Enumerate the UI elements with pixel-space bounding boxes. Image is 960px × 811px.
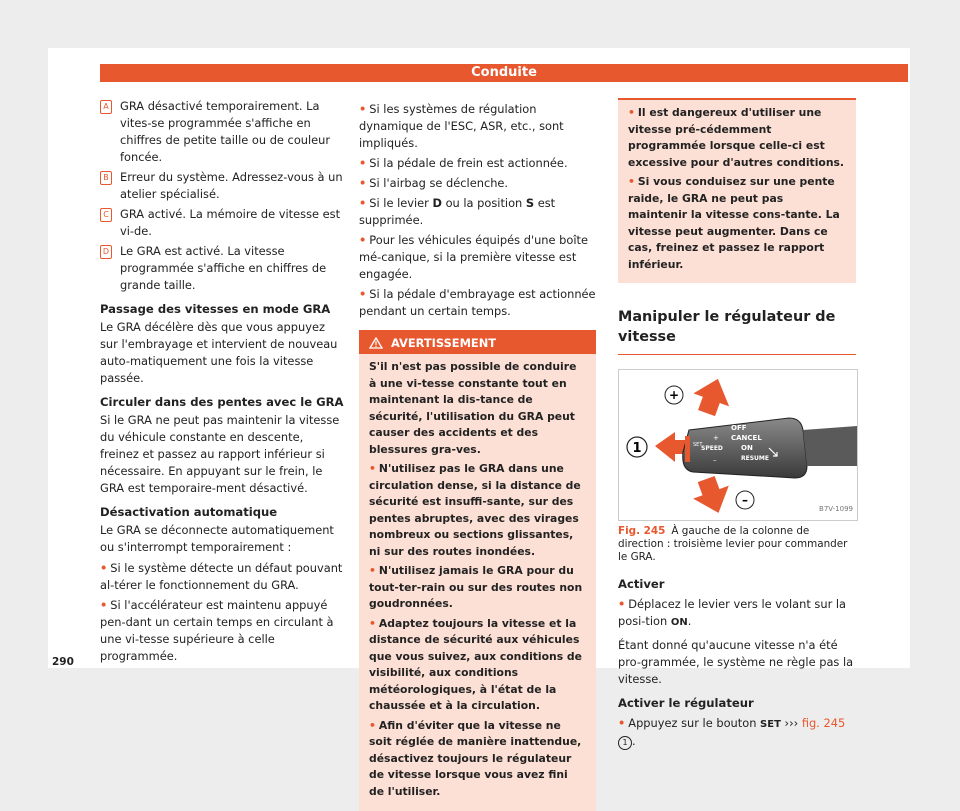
bullet-icon: • <box>359 233 367 247</box>
minus-label: – <box>742 493 748 507</box>
callout-ref: 1 <box>618 736 632 750</box>
lever-label-minus: – <box>713 456 717 464</box>
legend-item-b <box>100 169 345 203</box>
list-item: • Si la pédale d'embrayage est actionnée pendant un certain temps. <box>359 287 596 318</box>
lever-label-on: ON <box>741 444 753 452</box>
bullet-icon: • <box>359 196 367 210</box>
bullet-icon: • <box>100 598 108 612</box>
chapter-header: Conduite <box>100 64 908 82</box>
list-item: • Appuyez sur le bouton SET ››› fig. 245 1 . <box>618 716 846 748</box>
lever-label-off: OFF <box>731 424 747 432</box>
warning-title: AVERTISSEMENT <box>391 336 497 350</box>
key-on: ON <box>670 617 688 628</box>
lever-label-plus: + <box>713 434 719 442</box>
arrow-up-icon <box>689 373 737 420</box>
paragraph-activer: Étant donné qu'aucune vitesse n'a été pro-grammée, le système ne règle pas la vitesse. <box>618 638 854 686</box>
arrow-down-icon <box>688 473 736 520</box>
list-item: • Si vous conduisez sur une pente raide, le GRA ne peut pas maintenir la vitesse cons-tante. La vitesse peut augmenter. Dans ce cas, freinez et passez le rapport inférieur. <box>628 175 840 271</box>
list-item: • Si le levier D ou la position S est supprimée. <box>359 196 556 227</box>
list-item: • Si l'airbag se déclenche. <box>359 176 509 190</box>
heading-activer: Activer <box>618 577 665 591</box>
legend-key: A <box>100 100 112 114</box>
legend-text: Erreur du système. Adressez-vous à un atelier spécialisé. <box>120 170 343 201</box>
list-item: • Si les systèmes de régulation dynamique de l'ESC, ASR, etc., sont impliqués. <box>359 102 564 150</box>
bullet-icon: • <box>359 176 367 190</box>
figure-reference-link[interactable]: fig. 245 <box>801 716 846 730</box>
bullet-icon: • <box>618 597 626 611</box>
warning-header <box>359 332 596 354</box>
bullet-icon: • <box>359 156 367 170</box>
heading-desactivation: Désactivation automatique <box>100 505 278 519</box>
lever-label-resume: RESUME <box>741 455 769 462</box>
list-item: • Si l'accélérateur est maintenu appuyé pen-dant un certain temps en circulant à une vi-tesse supérieure à celle programmée. <box>100 598 334 663</box>
legend-text: GRA activé. La mémoire de vitesse est vi-de. <box>120 207 341 238</box>
legend-key: B <box>100 171 112 185</box>
column-3 <box>618 98 856 753</box>
legend-key: D <box>100 245 112 259</box>
bullet-icon: • <box>100 561 108 575</box>
heading-passage: Passage des vitesses en mode GRA <box>100 302 331 316</box>
heading-pentes: Circuler dans des pentes avec le GRA <box>100 395 344 409</box>
paragraph-passage: Le GRA décélère dès que vous appuyez sur l'embrayage et intervient de nouveau auto-matiquement une fois la vitesse passée. <box>100 320 338 385</box>
bullet-icon: • <box>369 462 376 475</box>
legend-item-d <box>100 243 345 294</box>
figure-lever <box>618 369 858 521</box>
warning-box-continued <box>618 98 856 283</box>
figure-caption <box>618 525 856 564</box>
lever-illustration <box>619 370 857 520</box>
bullet-icon: • <box>628 175 635 188</box>
list-item: • Afin d'éviter que la vitesse ne soit réglée de manière inattendue, désactivez toujours le régulateur de vitesse lorsque vous avez fini de l'utiliser. <box>369 718 582 798</box>
bullet-icon: • <box>359 287 367 301</box>
callout-1-label: 1 <box>632 441 642 456</box>
legend-item-a <box>100 98 345 166</box>
warning-intro: S'il n'est pas possible de conduire à une vi-tesse constante tout en maintenant la dis-tance de sécurité, l'utilisation du GRA peut causer des accidents et des blessures gra-ves. <box>369 360 577 456</box>
bullet-icon: • <box>369 718 376 732</box>
bullet-icon: • <box>628 106 635 119</box>
warning-body <box>359 354 596 811</box>
bullet-icon: • <box>369 564 376 577</box>
column-2 <box>359 98 596 811</box>
key-set: SET <box>760 719 781 730</box>
list-item: • N'utilisez pas le GRA dans une circulation dense, si la distance de sécurité est insuffi-sante, sur des pentes abruptes, avec des virages nombreux ou sections glissantes, ni sur des routes inondées. <box>369 462 581 558</box>
figure-caption-text: À gauche de la colonne de direction : troisième levier pour commander le GRA. <box>618 525 848 563</box>
legend-item-c <box>100 206 345 240</box>
bullet-icon: • <box>618 716 626 730</box>
plus-label: + <box>668 388 680 402</box>
section-title: Manipuler le régulateur de vitesse <box>618 307 856 355</box>
page <box>48 48 910 798</box>
list-item: • Déplacez le levier vers le volant sur la posi-tion ON. <box>618 597 847 628</box>
lever-label-set: SET <box>693 442 703 448</box>
figure-label: Fig. 245 <box>618 525 666 537</box>
list-item: • Adaptez toujours la vitesse et la distance de sécurité aux véhicules que vous suivez, aux conditions de visibilité, aux conditions météorologiques, à l'état de la chaussée et à la circulation. <box>369 616 582 712</box>
list-item: • Si la pédale de frein est actionnée. <box>359 156 568 170</box>
page-number: 290 <box>52 656 74 668</box>
legend-key: C <box>100 208 112 222</box>
lever-label-speed: SPEED <box>701 445 723 452</box>
paragraph-pentes: Si le GRA ne peut pas maintenir la vitesse du véhicule constante en descente, freinez et passez au rapport inférieur si nécessaire. En appuyant sur le frein, le GRA est temporaire-ment désactivé. <box>100 413 340 495</box>
paragraph-desactivation: Le GRA se déconnecte automatiquement ou s'interrompt temporairement : <box>100 523 334 554</box>
warning-triangle-icon <box>369 337 383 349</box>
column-1 <box>100 98 345 668</box>
figure-code: B7V-1099 <box>819 505 853 513</box>
bullet-icon: • <box>369 616 376 630</box>
list-item: • Si le système détecte un défaut pouvant al-térer le fonctionnement du GRA. <box>100 561 343 592</box>
legend-text: Le GRA est activé. La vitesse programmée s'affiche en chiffres de grande taille. <box>120 244 327 292</box>
legend-text: GRA désactivé temporairement. La vites-se programmée s'affiche en chiffres de petite taille ou de couleur foncée. <box>120 99 331 164</box>
lever-label-cancel: CANCEL <box>731 434 762 442</box>
warning-box <box>359 330 596 811</box>
arrow-left-icon <box>655 432 685 462</box>
list-item: • Pour les véhicules équipés d'une boîte mé-canique, si la première vitesse est engagée. <box>359 233 588 281</box>
heading-activer-regulateur: Activer le régulateur <box>618 696 754 710</box>
list-item: • N'utilisez jamais le GRA pour du tout-ter-rain ou sur des routes non goudronnées. <box>369 564 583 610</box>
bullet-icon: • <box>359 102 367 116</box>
list-item: • Il est dangereux d'utiliser une vitesse pré-cédemment programmée lorsque celle-ci est excessive pour d'autres conditions. <box>628 106 845 169</box>
